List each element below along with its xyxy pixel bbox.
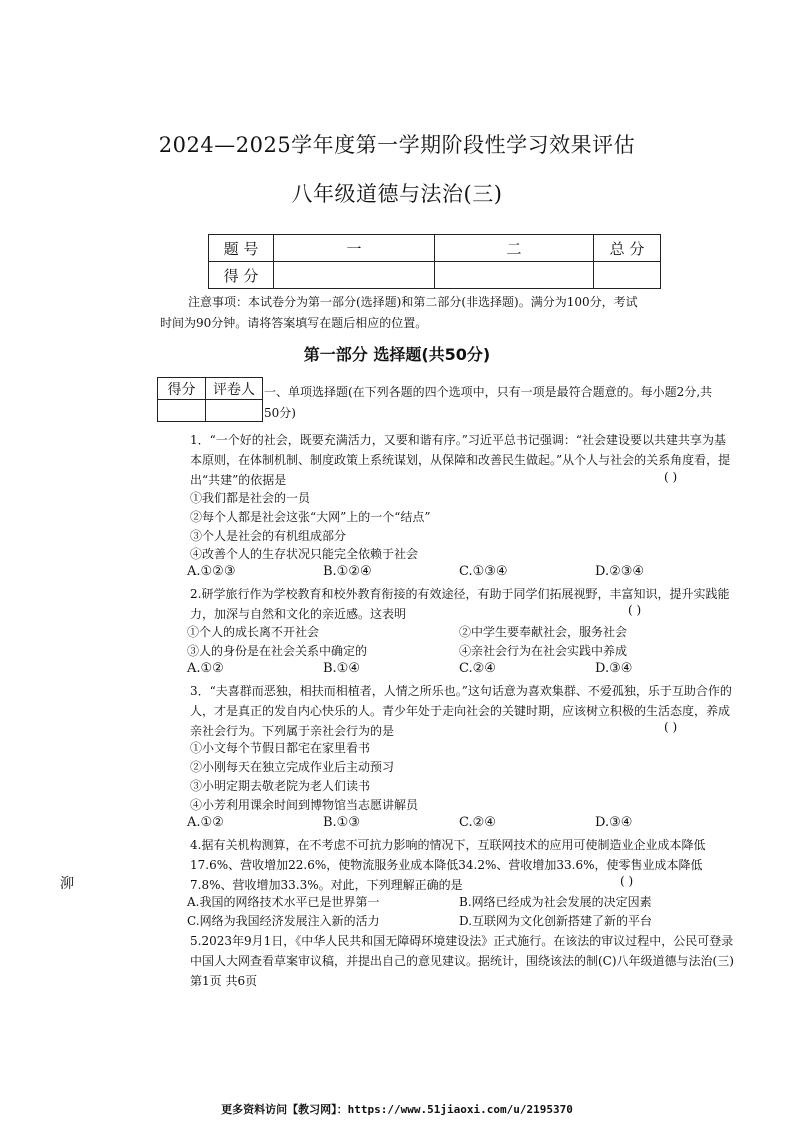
part1-title: 第一部分 选择题(共50分) [303,345,491,364]
question-2-item-1: ①个人的成长离不开社会 [187,625,320,639]
question-2-choice-a[interactable]: A.①② [187,661,224,676]
question-1-choice-b[interactable]: B.①②④ [323,564,372,579]
question-1-answer-bracket: ( ) [664,470,678,484]
score-table-header-row [209,235,661,262]
question-1-item-1: ①我们都是社会的一员 [190,491,311,505]
section-intro: 一、单项选择题(在下列各题的四个选项中，只有一项是最符合题意的。每小题2分,共50分) [264,385,713,420]
question-4-choice-c[interactable]: C.网络为我国经济发展注入新的活力 [187,914,380,928]
question-3-stem: 3．“夫喜群而恶独，相扶而相植者，人情之所乐也。”这句话意为喜欢集群、不爱孤独，乐于互助合作的人，才是真正的发自内心快乐的人。青少年处于走向社会的关键时期，应该树立积极的生活态度，养成亲社会行为。下列属于亲社会行为的是 [190,684,732,738]
question-2-item-3: ③人的身份是在社会关系中确定的 [187,644,368,658]
question-3-answer-bracket: ( ) [664,720,678,734]
question-4-choice-a[interactable]: A.我国的网络技术水平已是世界第一 [187,895,380,909]
question-1-choice-a[interactable]: A.①②③ [187,564,236,579]
question-4-stem: 4.据有关机构测算，在不考虑不可抗力影响的情况下，互联网技术的应用可使制造业企业成本降低17.6%、营收增加22.6%，使物流服务业成本降低34.2%、营收增加33.6%，使零售业成本降低7.8%、营收增加33.3%。对此，下列理解正确的是 [190,838,706,892]
question-2-item-4: ④亲社会行为在社会实践中养成 [459,644,628,658]
question-4-choice-b[interactable]: B.网络已经成为社会发展的决定因素 [459,895,652,909]
grader-reviewer-cell [206,400,263,422]
question-4-answer-bracket: ( ) [620,874,634,888]
grader-reviewer-label: 评卷人 [206,378,263,400]
question-3-item-2: ②小刚每天在独立完成作业后主动预习 [190,760,395,774]
question-1-choice-d[interactable]: D.②③④ [595,564,645,579]
question-3-choice-c[interactable]: C.②④ [459,815,496,830]
question-5-stem: 5.2023年9月1日，《中华人民共和国无障碍环境建设法》正式施行。在该法的审议过程中，公民可登录中国人大网查看草案审议稿，并提出自己的意见建议。据统计，围绕该法的制(C)八年级道德与法治(三) 第1页 共6页 [190,934,734,988]
question-2-stem: 2.研学旅行作为学校教育和校外教育衔接的有效途径，有助于同学们拓展视野，丰富知识，提升实践能力，加深与自然和文化的亲近感。这表明 [190,587,730,621]
question-3-item-3: ③小明定期去敬老院为老人们读书 [190,779,371,793]
score-cell-part1 [274,262,435,289]
grader-score-label: 得分 [158,378,206,400]
score-col-total: 总 分 [594,235,661,262]
question-1-item-2: ②每个人都是社会这张“大网”上的一个“结点” [190,510,431,524]
score-col-part1: 一 [274,235,435,262]
question-2-choice-c[interactable]: C.②④ [459,661,496,676]
question-3-choice-b[interactable]: B.①③ [323,815,360,830]
question-3-choice-d[interactable]: D.③④ [595,815,633,830]
score-row-label: 得 分 [209,262,274,289]
grader-box [157,377,263,422]
question-2-choice-b[interactable]: B.①④ [323,661,360,676]
question-4-choice-d[interactable]: D.互联网为文化创新搭建了新的平台 [459,914,653,928]
exam-title: 2024—2025学年度第一学期阶段性学习效果评估 [158,133,636,157]
question-1-stem: 1．“一个好的社会，既要充满活力，又要和谐有序。”习近平总书记强调：“社会建设要以共建共享为基本原则，在体制机制、制度政策上系统谋划，从保障和改善民生做起。”从个人与社会的关系角度看，提出“共建”的依据是 [190,433,731,487]
score-table-score-row [209,262,661,289]
score-col-label: 题 号 [209,235,274,262]
question-3-choice-a[interactable]: A.①② [187,815,224,830]
exam-subtitle: 八年级道德与法治(三) [291,182,503,206]
score-cell-total [594,262,661,289]
question-1-choice-c[interactable]: C.①③④ [459,564,508,579]
question-2-answer-bracket: ( ) [628,603,642,617]
question-2-choice-d[interactable]: D.③④ [595,661,633,676]
score-table [208,234,661,289]
side-margin-mark: 泖 [60,876,74,892]
question-3-item-1: ①小文每个节假日都宅在家里看书 [190,741,371,755]
question-3-item-4: ④小芳利用课余时间到博物馆当志愿讲解员 [190,798,419,812]
question-2-item-2: ②中学生要奉献社会，服务社会 [459,625,628,639]
notice-text: 注意事项：本试卷分为第一部分(选择题)和第二部分(非选择题)。满分为100分，考试时间为90分钟。请将答案填写在题后相应的位置。 [160,295,638,330]
footer-link[interactable]: 更多资料访问【教习网】：https://www.51jiaoxi.com/u/2195370 [221,1103,573,1116]
score-cell-part2 [435,262,594,289]
question-1-item-4: ④改善个人的生存状况只能完全依赖于社会 [190,547,419,561]
question-1-item-3: ③个人是社会的有机组成部分 [190,529,347,543]
score-col-part2: 二 [435,235,594,262]
grader-score-cell [158,400,206,422]
